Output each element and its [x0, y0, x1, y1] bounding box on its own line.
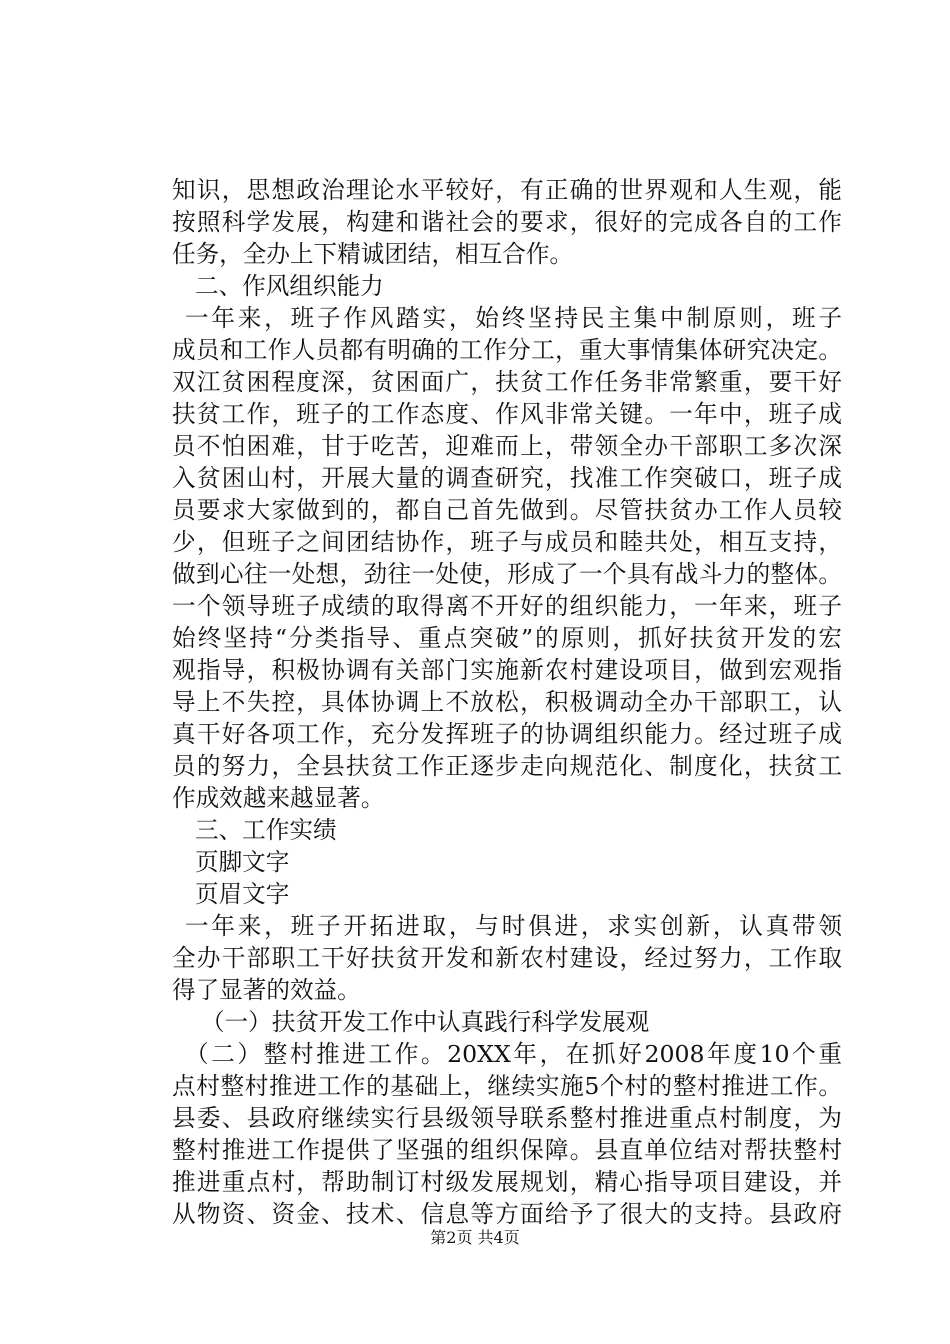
text-line: （二）整村推进工作。20XX年，在抓好2008年度10个重 [185, 1040, 842, 1068]
text-line: 入贫困山村，开展大量的调查研究，找准工作突破口，班子成 [172, 464, 842, 492]
section-heading: 三、工作实绩 [195, 816, 337, 844]
text-line: 得了显著的效益。 [172, 976, 361, 1004]
text-line: 县委、县政府继续实行县级领导联系整村推进重点村制度，为 [172, 1104, 842, 1132]
text-line: 员要求大家做到的，都自己首先做到。尽管扶贫办工作人员较 [172, 496, 842, 524]
text-line: 全办干部职工干好扶贫开发和新农村建设，经过努力，工作取 [172, 944, 842, 972]
text-line: 知识，思想政治理论水平较好，有正确的世界观和人生观，能 [172, 176, 842, 204]
footer-placeholder-text: 页脚文字 [195, 848, 290, 876]
text-line: 做到心往一处想，劲往一处使，形成了一个具有战斗力的整体。 [172, 560, 842, 588]
text-line: 始终坚持“分类指导、重点突破”的原则，抓好扶贫开发的宏 [172, 624, 842, 652]
text-line: 真干好各项工作，充分发挥班子的协调组织能力。经过班子成 [172, 720, 842, 748]
text-line: 员不怕困难，甘于吃苦，迎难而上，带领全办干部职工多次深 [172, 432, 842, 460]
section-heading: 二、作风组织能力 [195, 272, 384, 300]
text-line: 推进重点村，帮助制订村级发展规划，精心指导项目建设，并 [172, 1168, 842, 1196]
text-line: 点村整村推进工作的基础上，继续实施5个村的整村推进工作。 [172, 1072, 842, 1100]
text-line: 员的努力，全县扶贫工作正逐步走向规范化、制度化，扶贫工 [172, 752, 842, 780]
subsection-heading: （一）扶贫开发工作中认真践行科学发展观 [201, 1008, 650, 1036]
text-line: 一个领导班子成绩的取得离不开好的组织能力，一年来，班子 [172, 592, 842, 620]
text-line: 成员和工作人员都有明确的工作分工，重大事情集体研究决定。 [172, 336, 842, 364]
header-placeholder-text: 页眉文字 [195, 880, 290, 908]
page-number-footer: 第2页 共4页 [430, 1228, 520, 1247]
text-line: 双江贫困程度深，贫困面广，扶贫工作任务非常繁重，要干好 [172, 368, 842, 396]
text-line: 按照科学发展，构建和谐社会的要求，很好的完成各自的工作 [172, 208, 842, 236]
text-line: 从物资、资金、技术、信息等方面给予了很大的支持。县政府 [172, 1200, 842, 1228]
text-line: 整村推进工作提供了坚强的组织保障。县直单位结对帮扶整村 [172, 1136, 842, 1164]
text-line: 少，但班子之间团结协作，班子与成员和睦共处，相互支持， [172, 528, 842, 556]
text-line: 导上不失控，具体协调上不放松，积极调动全办干部职工，认 [172, 688, 842, 716]
text-line: 观指导，积极协调有关部门实施新农村建设项目，做到宏观指 [172, 656, 842, 684]
document-body [172, 174, 842, 1230]
text-line: 作成效越来越显著。 [172, 784, 385, 812]
text-line: 一年来，班子开拓进取，与时俱进，求实创新，认真带领 [185, 912, 842, 940]
text-line: 扶贫工作，班子的工作态度、作风非常关键。一年中，班子成 [172, 400, 842, 428]
text-line: 任务，全办上下精诚团结，相互合作。 [172, 240, 574, 268]
text-line: 一年来，班子作风踏实，始终坚持民主集中制原则，班子 [185, 304, 842, 332]
